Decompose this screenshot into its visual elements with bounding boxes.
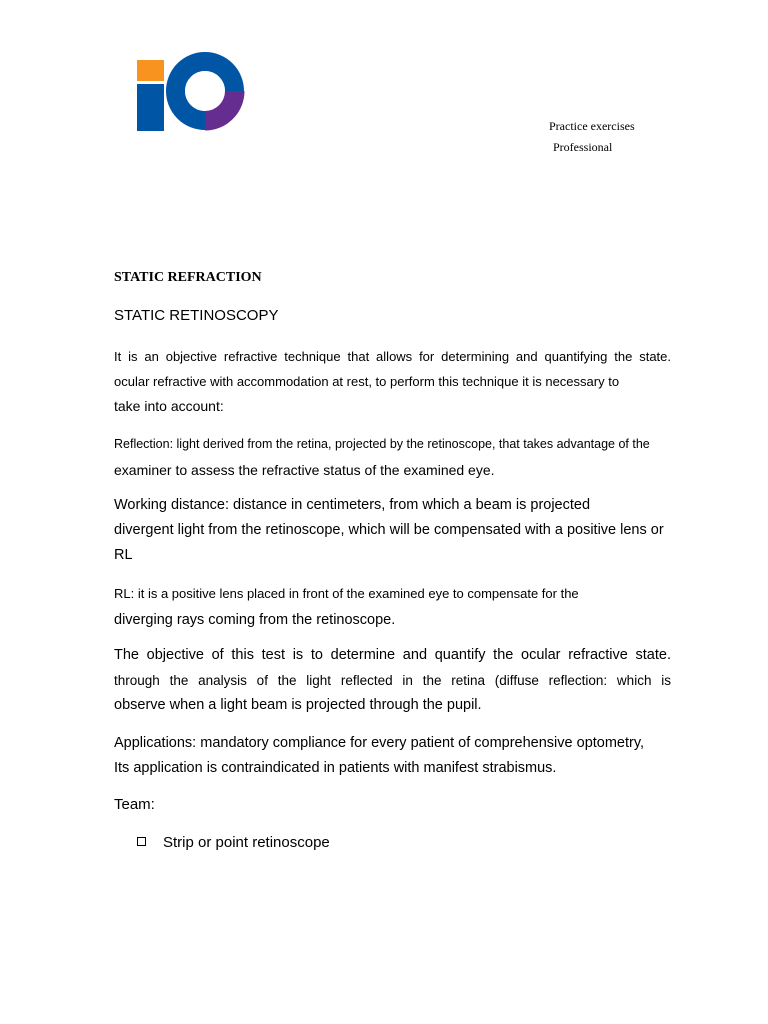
- list-item: [137, 834, 330, 851]
- paragraph-line: Applications: mandatory compliance for every patient of comprehensive optometry,: [114, 735, 645, 751]
- paragraph-line: Team:: [114, 796, 155, 813]
- paragraph-line: take into account:: [114, 398, 224, 414]
- paragraph-line: The objective of this test is to determine and quantify the ocular refractive state.: [114, 647, 671, 663]
- paragraph-5: [114, 643, 671, 718]
- paragraph-6: [114, 731, 671, 781]
- list-item-label: Strip or point retinoscope: [163, 834, 330, 851]
- header-info: [549, 116, 635, 158]
- paragraph-4: [114, 581, 671, 633]
- paragraph-line: observe when a light beam is projected through the pupil.: [114, 697, 482, 713]
- paragraph-line: RL: it is a positive lens placed in front of the examined eye to compensate for the: [114, 586, 579, 601]
- document-title: STATIC REFRACTION: [114, 270, 262, 285]
- paragraph-1: [114, 344, 671, 419]
- paragraph-line: Working distance: distance in centimeters, from which a beam is projected: [114, 497, 591, 513]
- paragraph-line: diverging rays coming from the retinoscope.: [114, 612, 396, 628]
- document-subtitle: STATIC RETINOSCOPY: [114, 307, 279, 324]
- paragraph-2: [114, 431, 671, 483]
- paragraph-line: RL: [114, 547, 133, 563]
- paragraph-7: [114, 795, 671, 815]
- paragraph-line: It is an objective refractive technique that allows for determining and quantifying the state.: [114, 349, 671, 364]
- paragraph-line: through the analysis of the light reflected in the retina (diffuse reflection: which is: [114, 673, 671, 688]
- paragraph-line: Its application is contraindicated in patients with manifest strabismus.: [114, 760, 557, 776]
- header-line-2: Professional: [553, 140, 613, 154]
- paragraph-line: divergent light from the retinoscope, which will be compensated with a positive lens or: [114, 522, 664, 538]
- checkbox-bullet-icon: [137, 837, 146, 846]
- paragraph-line: ocular refractive with accommodation at rest, to perform this technique it is necessary to: [114, 374, 620, 389]
- paragraph-line: Reflection: light derived from the retina, projected by the retinoscope, that takes advantage of the: [114, 437, 650, 451]
- paragraph-3: [114, 493, 671, 568]
- header-line-1: Practice exercises: [549, 119, 635, 133]
- io-logo: [137, 50, 249, 139]
- paragraph-line: examiner to assess the refractive status of the examined eye.: [114, 462, 495, 478]
